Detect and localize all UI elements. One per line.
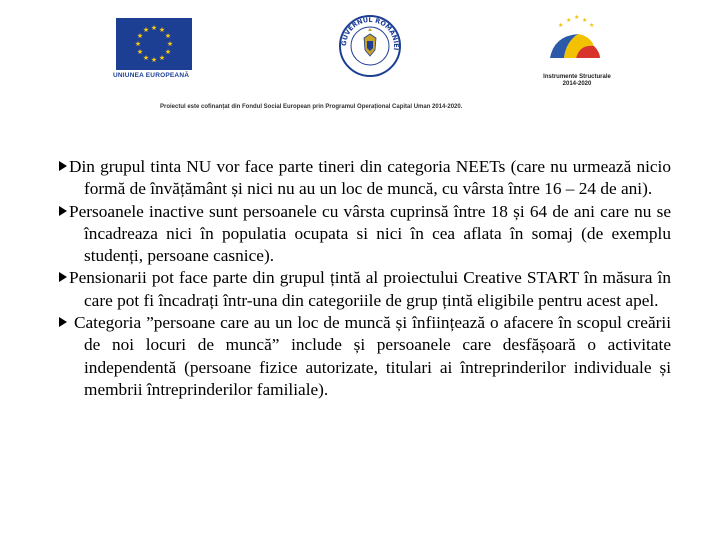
gov-ring-text: GUVERNUL ROMÂNIEI — [339, 15, 401, 51]
eu-caption: UNIUNEA EUROPEANĂ — [113, 72, 190, 79]
svg-text:★: ★ — [566, 17, 572, 24]
list-item — [59, 201, 671, 268]
arrow-bullet-icon — [59, 161, 67, 171]
svg-text:★: ★ — [164, 48, 172, 56]
svg-text:★: ★ — [142, 54, 150, 62]
arrow-bullet-icon — [59, 272, 67, 282]
is-caption-line2: 2014-2020 — [562, 81, 592, 87]
svg-text:★: ★ — [134, 40, 142, 48]
svg-text:★: ★ — [558, 22, 564, 29]
romanian-government-logo — [338, 14, 402, 78]
bullet-list — [59, 156, 671, 401]
svg-text:★: ★ — [136, 32, 144, 40]
arrow-bullet-icon — [59, 206, 67, 216]
svg-text:★: ★ — [582, 17, 588, 24]
bullet-text: Categoria ”persoane care au un loc de muncă și înființează o afacere în scopul creării de noi locuri de muncă” include și persoanele care desfășoară o activitate independentă (persoane fizice autorizate, titulari ai întreprinderilor individuale și membrii întreprinderilor familiale). — [69, 313, 671, 399]
bullet-text: Din grupul tinta NU vor face parte tineri din categoria NEETs (care nu urmează nicio formă de învățământ și nici nu au un loc de muncă, cu vârsta între 16 – 24 de ani). — [69, 157, 671, 199]
cofinancing-tagline: Proiectul este cofinanțat din Fondul Social European prin Programul Operațional Capital Uman 2014-2020. — [160, 104, 463, 110]
logo-bar — [0, 0, 720, 125]
svg-text:★: ★ — [166, 40, 174, 48]
list-item — [59, 267, 671, 312]
svg-text:★: ★ — [589, 22, 595, 29]
eu-flag-logo — [116, 18, 192, 70]
is-caption — [532, 74, 622, 88]
svg-text:★: ★ — [158, 54, 166, 62]
instrumente-structurale-logo — [544, 14, 606, 72]
is-caption-line1: Instrumente Structurale — [543, 74, 611, 80]
svg-text:★: ★ — [574, 14, 580, 21]
list-item — [59, 156, 671, 201]
svg-text:★: ★ — [158, 26, 166, 34]
arrow-bullet-icon — [59, 317, 67, 327]
svg-text:★: ★ — [136, 48, 144, 56]
svg-text:★: ★ — [150, 24, 158, 32]
list-item — [59, 312, 671, 401]
bullet-text: Pensionarii pot face parte din grupul țintă al proiectului Creative START în măsura în care pot fi încadrați într-una din categoriile de grup țintă eligibile pentru acest apel. — [69, 268, 671, 310]
svg-text:★: ★ — [164, 32, 172, 40]
svg-text:★: ★ — [142, 26, 150, 34]
svg-text:★: ★ — [150, 56, 158, 64]
bullet-text: Persoanele inactive sunt persoanele cu vârsta cuprinsă între 18 și 64 de ani care nu se încadreaza nici în populatia ocupata si nici în cea aflata în somaj (de exemplu studenți, persoane casnice). — [69, 201, 671, 266]
